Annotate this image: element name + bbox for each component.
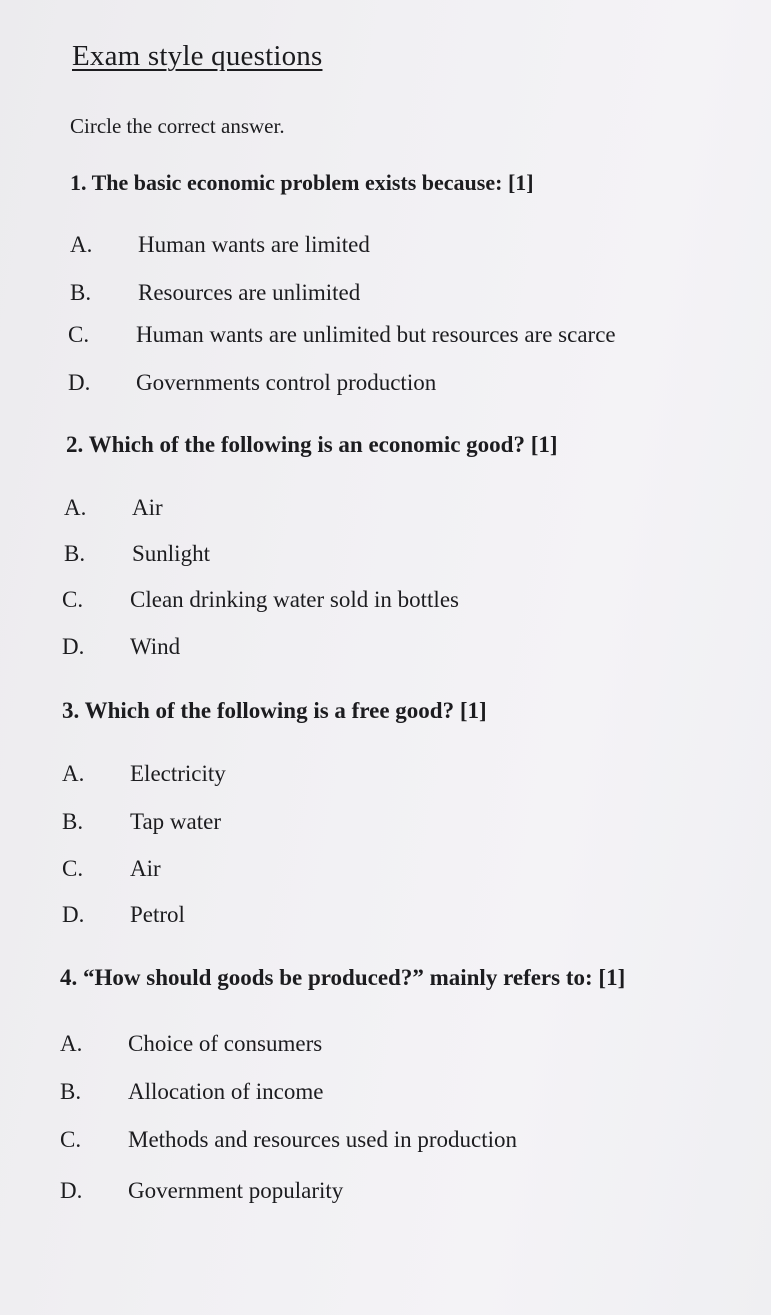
option-letter: A. (64, 495, 87, 520)
option-letter: A. (62, 761, 85, 786)
option-2b[interactable] (64, 541, 210, 567)
option-text: Resources are unlimited (138, 280, 361, 305)
option-text: Government popularity (128, 1178, 344, 1203)
option-letter: B. (60, 1079, 82, 1104)
option-letter: C. (60, 1127, 82, 1152)
option-text: Air (130, 856, 161, 881)
option-letter: A. (70, 232, 93, 257)
instruction-text: Circle the correct answer. (70, 114, 285, 138)
question-3: 3. Which of the following is a free good? [1] (62, 698, 487, 723)
option-text: Air (132, 495, 163, 520)
option-text: Human wants are unlimited but resources are scarce (136, 322, 616, 347)
option-1d[interactable] (68, 370, 436, 396)
option-4a[interactable] (60, 1031, 322, 1057)
option-3b[interactable] (62, 809, 221, 835)
option-text: Petrol (130, 902, 185, 927)
option-1a[interactable] (70, 232, 370, 258)
option-text: Governments control production (136, 370, 437, 395)
option-letter: B. (70, 280, 92, 305)
option-text: Clean drinking water sold in bottles (130, 587, 459, 612)
option-letter: D. (62, 902, 85, 927)
option-1b[interactable] (70, 280, 360, 306)
option-letter: C. (62, 587, 84, 612)
page-title: Exam style questions (72, 40, 323, 72)
option-text: Wind (130, 634, 181, 659)
option-2c[interactable] (62, 587, 459, 613)
option-1c[interactable] (68, 322, 616, 348)
option-text: Human wants are limited (138, 232, 370, 257)
option-text: Tap water (130, 809, 221, 834)
question-4: 4. “How should goods be produced?” mainly refers to: [1] (60, 965, 626, 990)
option-2a[interactable] (64, 495, 163, 521)
question-2: 2. Which of the following is an economic good? [1] (66, 432, 558, 457)
option-text: Electricity (130, 761, 226, 786)
option-4c[interactable] (60, 1127, 517, 1153)
option-3c[interactable] (62, 856, 161, 882)
option-letter: D. (68, 370, 91, 395)
option-3d[interactable] (62, 902, 185, 928)
option-text: Choice of consumers (128, 1031, 323, 1056)
option-4b[interactable] (60, 1079, 323, 1105)
option-text: Allocation of income (128, 1079, 324, 1104)
show-through-texture (469, 79, 491, 104)
option-letter: A. (60, 1031, 83, 1056)
question-1: 1. The basic economic problem exists because: [1] (70, 170, 534, 195)
option-2d[interactable] (62, 634, 180, 660)
option-letter: B. (64, 541, 86, 566)
option-text: Methods and resources used in production (128, 1127, 518, 1152)
option-text: Sunlight (132, 541, 210, 566)
option-letter: D. (62, 634, 85, 659)
option-letter: D. (60, 1178, 83, 1203)
option-letter: C. (62, 856, 84, 881)
option-letter: C. (68, 322, 90, 347)
option-letter: B. (62, 809, 84, 834)
option-4d[interactable] (60, 1178, 343, 1204)
option-3a[interactable] (62, 761, 226, 787)
